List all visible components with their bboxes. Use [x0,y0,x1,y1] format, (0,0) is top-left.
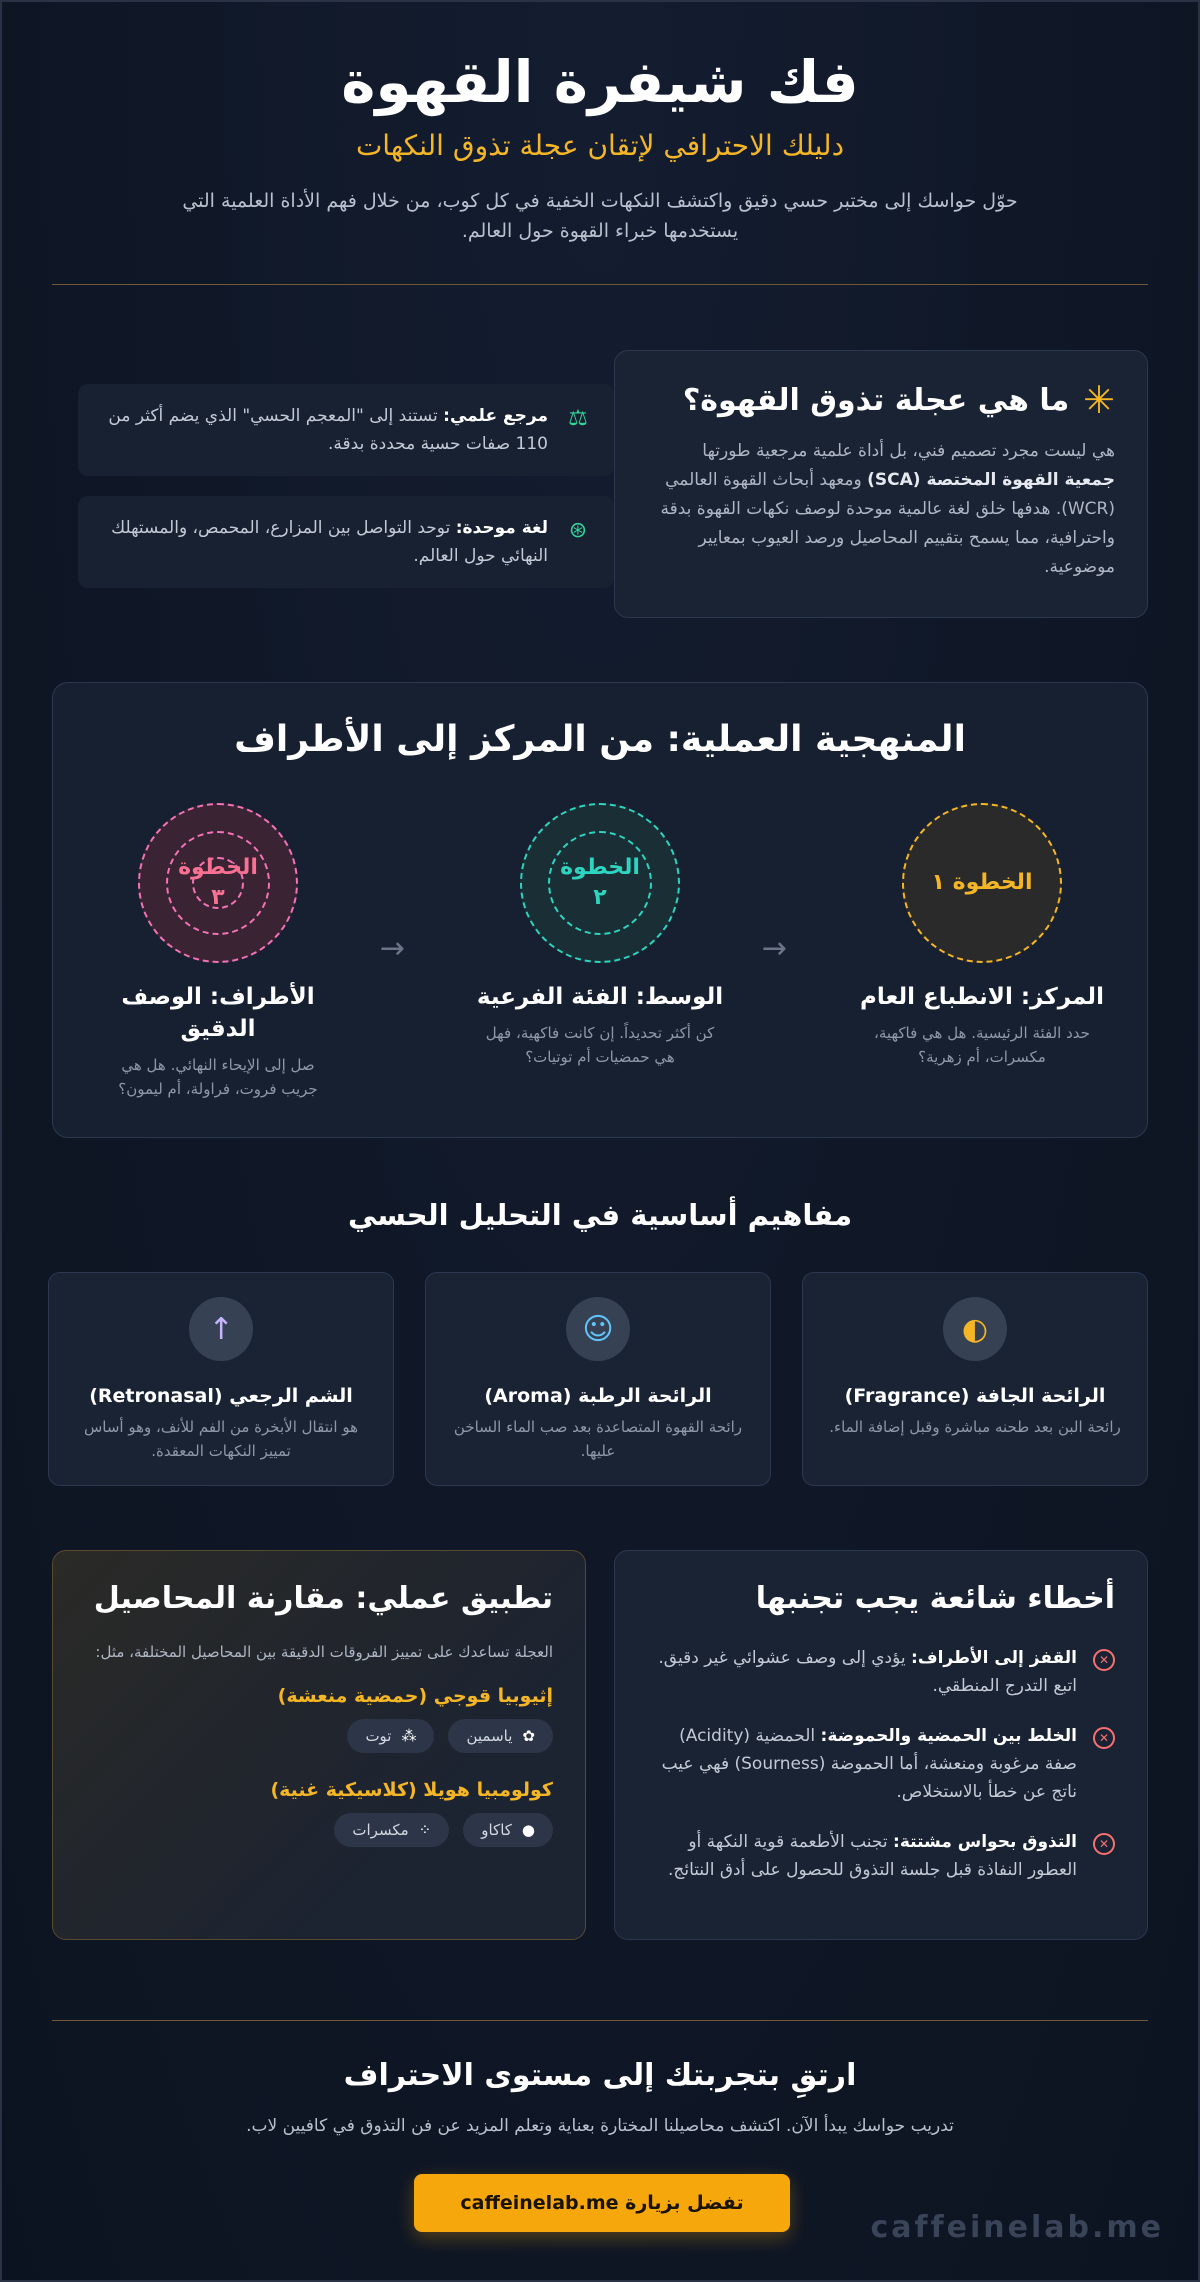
coffee-bean-icon: ◐ [943,1297,1007,1361]
step-3 [83,803,353,1101]
mistakes-card [614,1550,1148,1940]
step-1-text: حدد الفئة الرئيسية. هل هي فاكهية، مكسرات، أم زهرية؟ [874,1024,1090,1066]
page-title: فك شيفرة القهوة [341,48,859,116]
flavor-chip: ⁘ مكسرات [334,1813,449,1847]
apply-card [52,1550,586,1940]
step-3-circle: الخطوة ٣ [138,803,298,963]
step-2-title: الوسط: الفئة الفرعية [476,984,724,1010]
mistake-item: ✕ القفز إلى الأطراف: يؤدي إلى وصف عشوائي غير دقيق. اتبع التدرج المنطقي. [647,1644,1115,1700]
close-circle-icon: ✕ [1093,1727,1115,1749]
step-2 [465,803,735,1069]
step-1-circle: الخطوة ١ [902,803,1062,963]
divider [52,284,1148,285]
step-1 [847,803,1117,1069]
page-subtitle: دليلك الاحترافي لإتقان عجلة تذوق النكهات [355,129,845,162]
flavor-chips [85,1719,553,1753]
note-unified-language: ⊛ لغة موحدة: توحد التواصل بين المزارع، المحمص، والمستهلك النهائي حول العالم. [78,496,614,588]
visit-site-button[interactable]: تفضل بزيارة caffeinelab.me [414,2174,790,2232]
cta-title: ارتقِ بتجربتك إلى مستوى الاحتراف [343,2058,857,2093]
arrow-icon: → [761,931,787,966]
flavor-chip: ✿ ياسمين [448,1719,553,1753]
flavor-chip: ● كاكاو [463,1813,553,1847]
cocoa-icon: ● [521,1821,535,1839]
step-3-title: الأطراف: الوصف الدقيق [121,984,315,1042]
flavor-chip: ⁂ توت [347,1719,434,1753]
sparkle-icon: ✳ [1083,378,1115,422]
mistake-item: ✕ الخلط بين الحمضية والحموضة: الحمضية (Acidity) صفة مرغوبة ومنعشة، أما الحموضة (Sourness) فهي عيب ناتج عن خطأ بالاستخلاص. [647,1722,1115,1806]
handshake-icon: ⊛ [568,518,588,543]
divider [52,2020,1148,2021]
concept-retronasal: ↑ الشم الرجعي (Retronasal) هو انتقال الأبخرة من الفم للأنف، وهو أساس تمييز النكهات المعقدة. [48,1272,394,1486]
concept-fragrance: ◐ الرائحة الجافة (Fragrance) رائحة البن بعد طحنه مباشرة وقبل إضافة الماء. [802,1272,1148,1486]
step-2-text: كن أكثر تحديداً. إن كانت فاكهية، فهل هي حمضيات أم توتيات؟ [485,1024,715,1066]
apply-intro: العجلة تساعدك على تمييز الفروقات الدقيقة بين المحاصيل المختلفة، مثل: [95,1643,553,1661]
arrow-icon: → [379,931,405,966]
crop-name: إثيوبيا قوجي (حمضية منعشة) [277,1685,553,1707]
step-3-text: صل إلى الإيحاء النهائي. هل هي جريب فروت، فراولة، أم ليمون؟ [118,1056,318,1098]
method-title: المنهجية العملية: من المركز إلى الأطراف [234,719,966,760]
berries-icon: ⁂ [401,1727,417,1745]
nuts-icon: ⁘ [418,1821,432,1839]
close-circle-icon: ✕ [1093,1649,1115,1671]
mistakes-title: أخطاء شائعة يجب تجنبها [755,1581,1115,1616]
crop-name: كولومبيا هويلا (كلاسيكية غنية) [270,1779,553,1801]
concept-aroma: ☺ الرائحة الرطبة (Aroma) رائحة القهوة المتصاعدة بعد صب الماء الساخن عليها. [425,1272,771,1486]
flower-icon: ✿ [522,1727,535,1745]
method-section [52,682,1148,1138]
arrow-up-icon: ↑ [189,1297,253,1361]
close-circle-icon: ✕ [1093,1833,1115,1855]
cta-subtitle: تدريب حواسك يبدأ الآن. اكتشف محاصيلنا المختارة بعناية وتعلم المزيد عن فن التذوق في كافيين لاب. [246,2116,954,2136]
what-is-title: ✳ ما هي عجلة تذوق القهوة؟ [682,378,1115,422]
note-scientific: ⚖ مرجع علمي: تستند إلى "المعجم الحسي" الذي يضم أكثر من 110 صفات حسية محددة بدقة. [78,384,614,476]
what-is-text: هي ليست مجرد تصميم فني، بل أداة علمية مرجعية طورتها جمعية القهوة المختصة (SCA) ومعهد أبحاث القهوة العالمي (WCR). هدفها خلق لغة عالمية موحدة لوصف نكهات القهوة بدقة واحترافية، مما يسمح بتقييم المحاصيل ورصد العيوب بمعايير موضوعية. [660,441,1115,577]
scale-icon: ⚖ [568,406,588,431]
apply-title: تطبيق عملي: مقارنة المحاصيل [93,1581,553,1616]
mistake-item: ✕ التذوق بحواس مشتتة: تجنب الأطعمة قوية النكهة أو العطور النفاذة قبل جلسة التذوق للحصول على أدق النتائج. [647,1828,1115,1884]
hero-description: حوّل حواسك إلى مختبر حسي دقيق واكتشف النكهات الخفية في كل كوب، من خلال فهم الأداة العلمية التي يستخدمها خبراء القهوة حول العالم. [182,190,1018,242]
hero [52,42,1148,246]
smile-icon: ☺ [566,1297,630,1361]
step-2-circle: الخطوة ٢ [520,803,680,963]
flavor-chips [85,1813,553,1847]
watermark: caffeinelab.me [870,2210,1164,2245]
step-1-title: المركز: الانطباع العام [860,984,1104,1010]
what-is-card [614,350,1148,618]
concepts-title: مفاهيم أساسية في التحليل الحسي [347,1198,853,1232]
